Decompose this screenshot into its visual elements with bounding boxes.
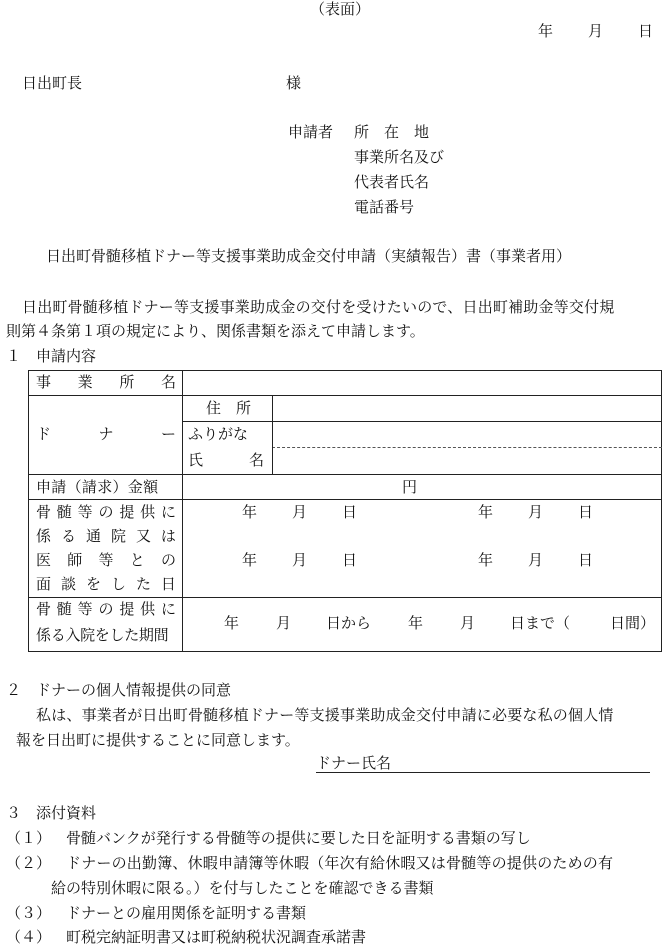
donor-name-field[interactable] [274,449,660,473]
visit-label-line-4: 面 談 を し た 日 [36,575,176,593]
visit-date-2-month: 月 [528,503,544,521]
visit-date-1-day: 日 [342,503,358,521]
addressee-honorific: 様 [286,74,302,92]
consent-line-2: 報を日出町に提供することに同意します。 [16,731,300,749]
date-month-label: 月 [588,22,604,40]
document-title: 日出町骨髄移植ドナー等支援事業助成金交付申請（実績報告）書（事業者用） [46,247,572,265]
attachment-2-text: ドナーの出勤簿、休暇申請簿等休暇（年次有給休暇又は骨髄等の提供のための有 [66,854,614,872]
visit-label-line-2: 係 る 通 院 又 は [36,527,176,545]
applicant-address-label: 所 在 地 [354,123,430,141]
consent-line-1: 私は、事業者が日出町骨髄移植ドナー等支援事業助成金交付申請に必要な私の個人情 [36,706,614,724]
hospitalization-label-line-2: 係る入院をした期間 [36,626,169,644]
applicant-label: 申請者 [288,123,334,141]
section3-heading: ３ 添付資料 [6,804,97,822]
applicant-phone-label: 電話番号 [354,198,415,216]
intro-line-1: 日出町骨髄移植ドナー等支援事業助成金の交付を受けたいので、日出町補助金等交付規 [22,298,615,316]
donor-signature-field[interactable] [316,756,650,773]
date-day-label: 日 [638,22,654,40]
amount-unit: 円 [402,478,418,496]
hosp-start-year: 年 [224,614,240,632]
attachment-2-text-cont: 給の特別休暇に限る。）を付与したことを確認できる書類 [51,879,434,897]
visit-date-1-year: 年 [242,503,258,521]
hosp-from-label: 日から [326,614,372,632]
attachment-2-number: （２） [6,854,52,872]
office-name-label: 事 業 所 名 [36,373,176,391]
visit-date-2-year: 年 [478,503,494,521]
addressee-name: 日出町長 [22,74,83,92]
attachment-4-text: 町税完納証明書又は町税納税状況調査承諾書 [66,928,367,946]
amount-field[interactable] [184,476,660,498]
form-side-label: （表面） [310,0,371,18]
intro-line-2: 則第４条第１項の規定により、関係書類を添えて申請します。 [6,322,425,340]
donor-label: ド ナ ー [36,425,176,443]
donor-address-label: 住 所 [206,399,252,417]
amount-label: 申請（請求）金額 [36,478,159,496]
hosp-until-label: 日まで（ [510,614,571,632]
visit-date-2-day: 日 [578,503,594,521]
attachment-1-number: （１） [6,829,52,847]
hospitalization-label-line-1: 骨 髄 等 の 提 供 に [36,600,176,618]
donor-name-label: 氏 名 [188,451,264,469]
hosp-days-label: 日間） [610,614,656,632]
office-name-field[interactable] [184,372,660,394]
attachment-4-number: （４） [6,928,52,946]
applicant-office-label: 事業所名及び [354,148,445,166]
visit-date-4-day: 日 [578,551,594,569]
hosp-start-month: 月 [276,614,292,632]
visit-date-4-year: 年 [478,551,494,569]
date-year-label: 年 [538,22,554,40]
donor-address-field[interactable] [274,397,660,420]
attachment-3-number: （３） [6,904,52,922]
visit-label-line-1: 骨 髄 等 の 提 供 に [36,503,176,521]
visit-date-1-month: 月 [292,503,308,521]
visit-date-3-year: 年 [242,551,258,569]
donor-furigana-field[interactable] [274,423,660,446]
visit-label-line-3: 医 師 等 と の [36,551,176,569]
attachment-3-text: ドナーとの雇用関係を証明する書類 [66,904,307,922]
visit-date-3-month: 月 [292,551,308,569]
donor-signature-label: ドナー氏名 [316,754,392,772]
application-table [28,370,662,652]
attachment-1-text: 骨髄バンクが発行する骨髄等の提供に要した日を証明する書類の写し [66,829,531,847]
hosp-end-year: 年 [408,614,424,632]
donor-furigana-label: ふりがな [188,425,249,443]
hosp-end-month: 月 [460,614,476,632]
visit-date-3-day: 日 [342,551,358,569]
applicant-representative-label: 代表者氏名 [354,173,430,191]
section1-heading: １ 申請内容 [6,347,97,365]
section2-heading: ２ ドナーの個人情報提供の同意 [6,681,232,699]
visit-date-4-month: 月 [528,551,544,569]
